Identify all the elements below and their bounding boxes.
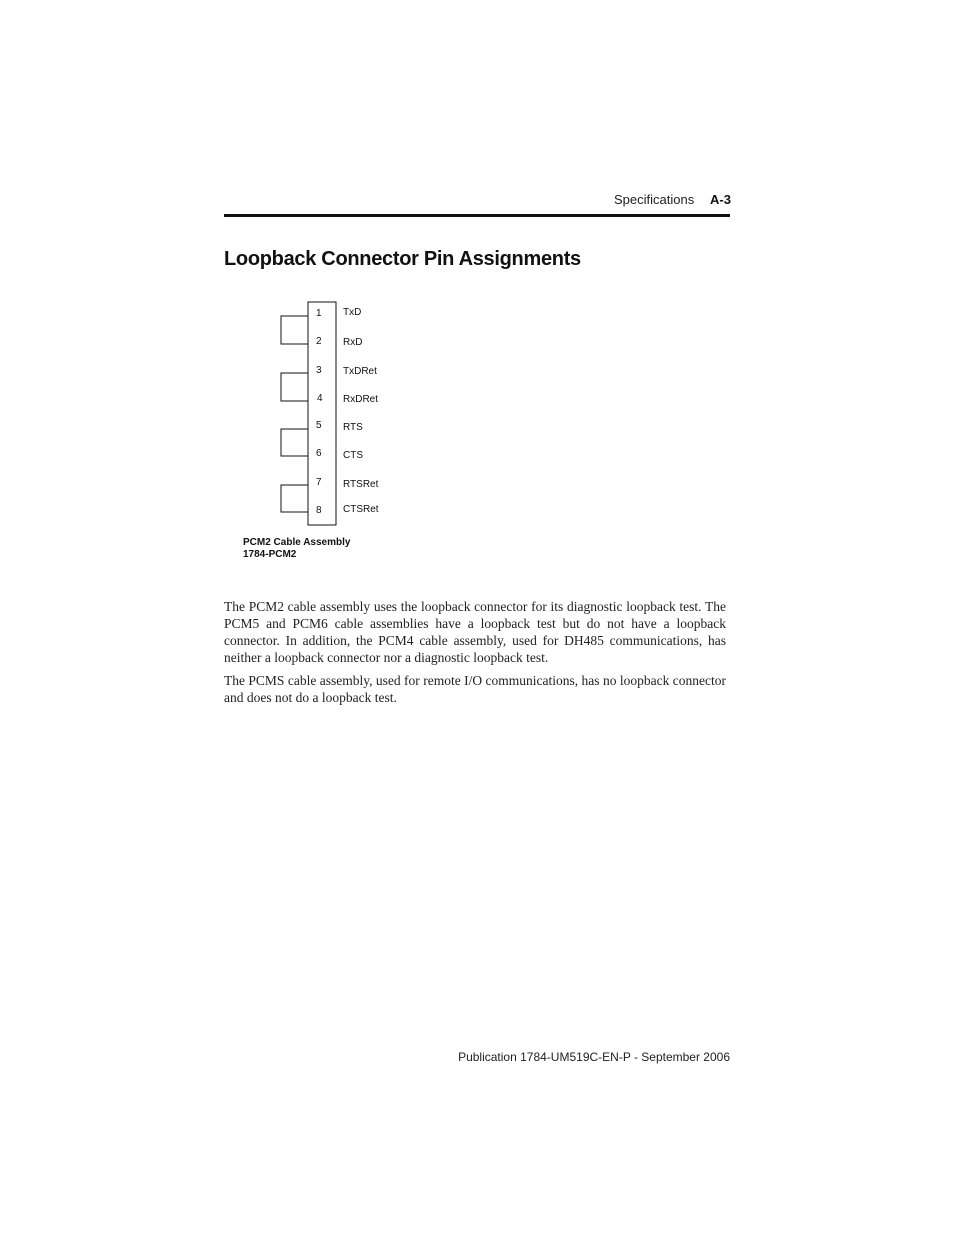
header-section-name: Specifications xyxy=(614,192,695,207)
loopback-connector-diagram xyxy=(0,0,954,600)
pin-number: 3 xyxy=(316,365,322,376)
header-page-number: A-3 xyxy=(710,192,731,207)
pin-number: 4 xyxy=(317,393,323,404)
pin-signal-label: RxD xyxy=(343,337,363,348)
pin-number: 2 xyxy=(316,336,322,347)
pin-number: 7 xyxy=(316,477,322,488)
diagram-caption xyxy=(243,537,350,561)
pin-signal-label: CTSRet xyxy=(343,504,379,515)
body-paragraph-2: The PCMS cable assembly, used for remote I/O communications, has no loopback connector and does not do a loopback test. xyxy=(224,673,726,705)
jumper-3-4 xyxy=(281,373,308,401)
pin-signal-label: TxD xyxy=(343,307,362,318)
jumper-1-2 xyxy=(281,316,308,344)
body-paragraph-1: The PCM2 cable assembly uses the loopback connector for its diagnostic loopback test. The PCM5 and PCM6 cable assemblies have a loopback test but do not have a loopback connector. In addition, the PCM4 cable assembly, used for DH485 communications, has neither a loopback connector nor a diagnostic loopback test. xyxy=(224,599,726,665)
pin-signal-label: CTS xyxy=(343,450,363,461)
pin-signal-label: TxDRet xyxy=(343,366,377,377)
connector-body xyxy=(308,302,336,525)
jumper-7-8 xyxy=(281,485,308,512)
diagram-caption-line1: PCM2 Cable Assembly xyxy=(243,537,351,548)
pin-number: 6 xyxy=(316,448,322,459)
pin-signal-label: RxDRet xyxy=(343,394,379,405)
pin-signal-label: RTSRet xyxy=(343,479,379,490)
pin-number: 5 xyxy=(316,420,322,431)
jumper-5-6 xyxy=(281,429,308,456)
page-title: Loopback Connector Pin Assignments xyxy=(224,248,581,270)
diagram-caption-line2: 1784-PCM2 xyxy=(243,549,297,560)
pin-number: 1 xyxy=(316,308,322,319)
footer-publication: Publication 1784-UM519C-EN-P - September 2006 xyxy=(458,1050,730,1064)
pin-signal-label: RTS xyxy=(343,422,363,433)
pin-number: 8 xyxy=(316,505,322,516)
